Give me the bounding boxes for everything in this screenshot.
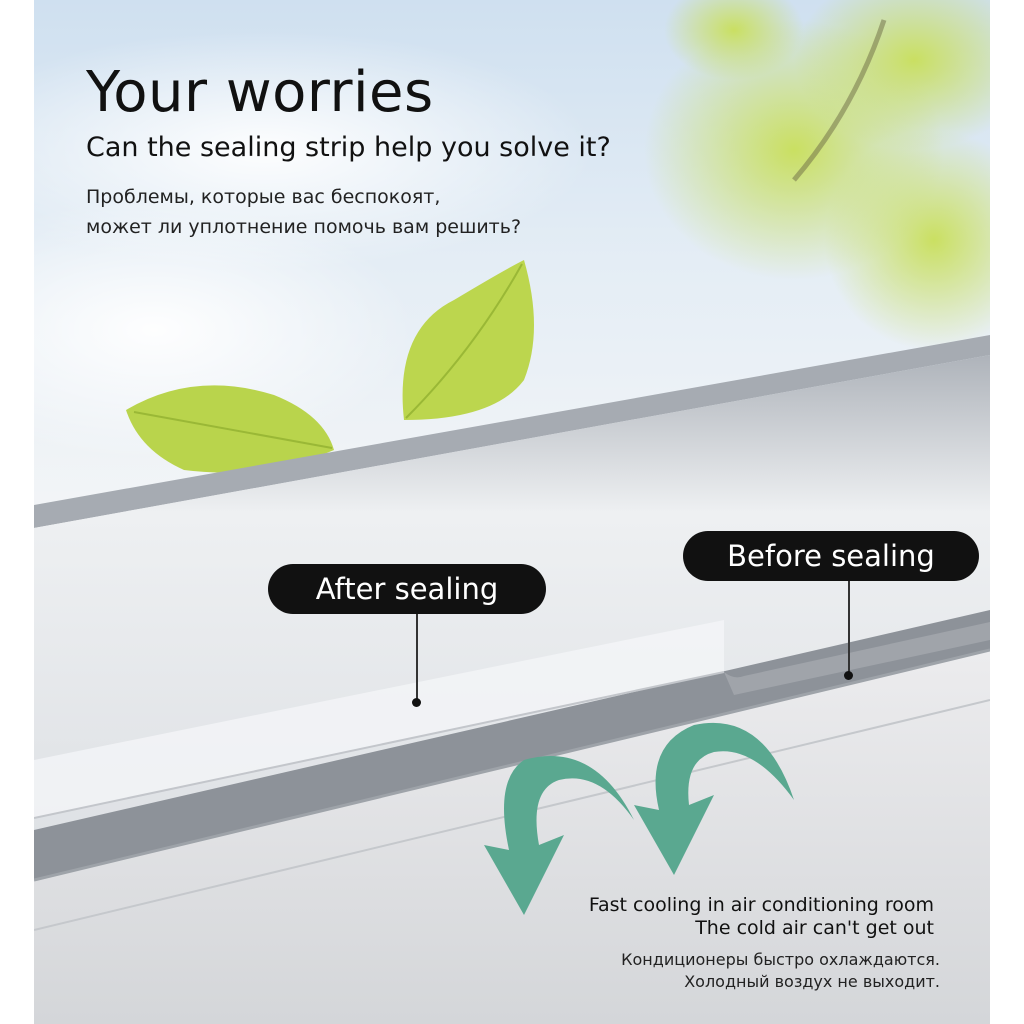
- subtitle-ru-line-2: может ли уплотнение помочь вам решить?: [86, 216, 522, 238]
- caption-ru-line-2: Холодный воздух не выходит.: [684, 972, 940, 991]
- after-sealing-dot: [412, 698, 421, 707]
- before-sealing-pointer: [848, 581, 850, 676]
- before-sealing-label: Before sealing: [683, 531, 979, 581]
- page-title: Your worries: [86, 60, 434, 125]
- page-subtitle: Can the sealing strip help you solve it?: [86, 132, 611, 163]
- caption-en-line-2: The cold air can't get out: [695, 917, 934, 939]
- after-sealing-label: After sealing: [268, 564, 546, 614]
- caption-ru-line-1: Кондиционеры быстро охлаждаются.: [621, 950, 940, 969]
- before-sealing-dot: [844, 671, 853, 680]
- caption-en-line-1: Fast cooling in air conditioning room: [588, 894, 934, 916]
- after-sealing-pointer: [416, 614, 418, 700]
- subtitle-ru-line-1: Проблемы, которые вас беспокоят,: [86, 186, 441, 208]
